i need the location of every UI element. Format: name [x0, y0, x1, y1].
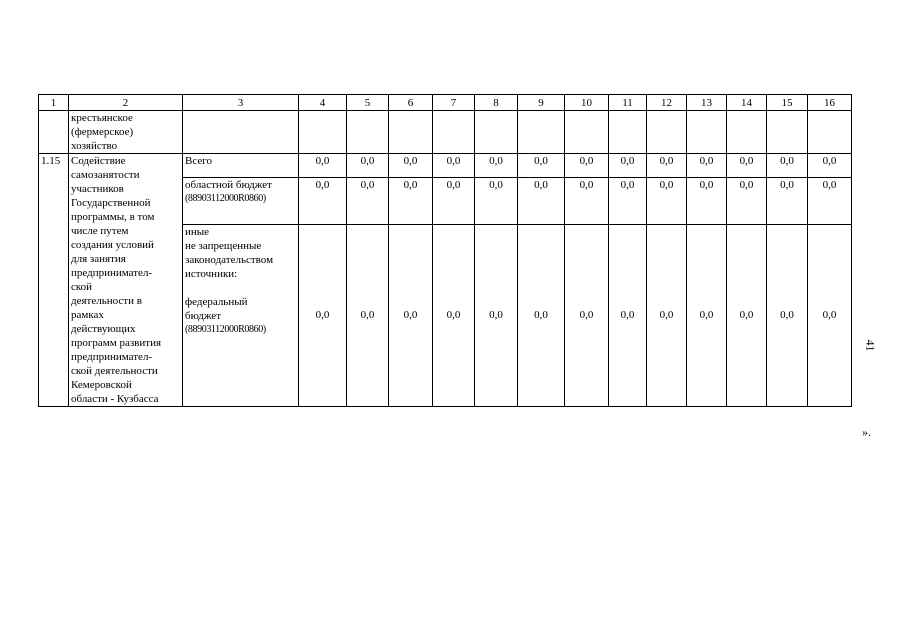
empty-cell: [475, 111, 518, 154]
value-cell: 0,0: [727, 178, 767, 225]
text-line: создания условий: [71, 239, 154, 251]
text-line: федеральный: [185, 295, 248, 308]
value-cell: 0,0: [433, 224, 475, 406]
value-cell: 0,0: [687, 154, 727, 178]
empty-cell: [727, 111, 767, 154]
value-cell: 0,0: [609, 154, 647, 178]
column-number-15: 15: [767, 95, 808, 111]
value-cell: 0,0: [518, 178, 565, 225]
column-number-7: 7: [433, 95, 475, 111]
source-label: областной бюджет: [185, 179, 272, 192]
value-cell: 0,0: [299, 178, 347, 225]
funding-source: [183, 154, 299, 178]
funding-row: [39, 154, 852, 178]
column-number-row: [39, 95, 852, 111]
column-number-11: 11: [609, 95, 647, 111]
value-cell: 0,0: [687, 224, 727, 406]
budget-code: (88903112000R0860): [185, 323, 266, 335]
value-cell: 0,0: [389, 178, 433, 225]
value-cell: 0,0: [767, 224, 808, 406]
value-cell: 0,0: [565, 178, 609, 225]
empty-cell: [647, 111, 687, 154]
item-number: 1.15: [39, 154, 69, 407]
value-cell: 0,0: [767, 178, 808, 225]
continuation-row: [39, 111, 852, 154]
value-cell: 0,0: [808, 154, 852, 178]
text-line: области - Кузбасса: [71, 393, 159, 405]
empty-cell: [389, 111, 433, 154]
budget-code: (88903112000R0860): [185, 193, 266, 205]
text-line: бюджет: [185, 309, 221, 322]
text-line: участников: [71, 183, 124, 195]
text-line: предпринимател-: [71, 267, 153, 279]
value-cell: 0,0: [609, 178, 647, 225]
text-line: хозяйство: [71, 140, 118, 152]
value-cell: 0,0: [565, 224, 609, 406]
text-line: рамках: [71, 309, 104, 321]
column-number-14: 14: [727, 95, 767, 111]
empty-cell: [433, 111, 475, 154]
column-number-1: 1: [39, 95, 69, 111]
text-line: ской деятельности: [71, 365, 158, 377]
column-number-16: 16: [808, 95, 852, 111]
source-label: Всего: [185, 155, 212, 167]
text-line: для занятия: [71, 253, 126, 265]
empty-cell: [609, 111, 647, 154]
value-cell: 0,0: [299, 154, 347, 178]
item-number-cell: [39, 111, 69, 154]
empty-cell: [347, 111, 389, 154]
value-cell: 0,0: [389, 154, 433, 178]
value-cell: 0,0: [475, 178, 518, 225]
column-number-8: 8: [475, 95, 518, 111]
column-number-9: 9: [518, 95, 565, 111]
spacer: [185, 281, 296, 295]
text-line: иные: [185, 225, 210, 238]
closing-quote-mark: ».: [862, 425, 871, 439]
page-number: 41: [863, 339, 878, 352]
text-line: Кемеровской: [71, 379, 132, 391]
column-number-12: 12: [647, 95, 687, 111]
value-cell: 0,0: [727, 154, 767, 178]
value-cell: 0,0: [647, 154, 687, 178]
value-cell: 0,0: [475, 224, 518, 406]
funding-source: [183, 178, 299, 225]
value-cell: 0,0: [687, 178, 727, 225]
budget-table: [38, 94, 852, 407]
column-number-3: 3: [183, 95, 299, 111]
empty-cell: [565, 111, 609, 154]
value-cell: 0,0: [347, 154, 389, 178]
empty-cell: [518, 111, 565, 154]
value-cell: 0,0: [727, 224, 767, 406]
text-line: действующих: [71, 323, 136, 335]
text-line: не запрещенные: [185, 239, 262, 252]
empty-cell: [183, 111, 299, 154]
value-cell: 0,0: [433, 154, 475, 178]
value-cell: 0,0: [808, 224, 852, 406]
value-cell: 0,0: [389, 224, 433, 406]
empty-cell: [687, 111, 727, 154]
funding-source: [183, 224, 299, 406]
text-line: законодательством: [185, 253, 274, 266]
text-line: Содействие: [71, 155, 126, 167]
text-line: самозанятости: [71, 169, 140, 181]
column-number-4: 4: [299, 95, 347, 111]
text-line: Государственной: [71, 197, 151, 209]
empty-cell: [767, 111, 808, 154]
value-cell: 0,0: [609, 224, 647, 406]
value-cell: 0,0: [347, 224, 389, 406]
text-line: деятельности в: [71, 295, 142, 307]
text-line: программы, в том: [71, 211, 155, 223]
empty-cell: [299, 111, 347, 154]
column-number-2: 2: [69, 95, 183, 111]
item-name-cell: [69, 111, 183, 154]
text-line: числе путем: [71, 225, 129, 237]
column-number-13: 13: [687, 95, 727, 111]
column-number-6: 6: [389, 95, 433, 111]
value-cell: 0,0: [808, 178, 852, 225]
value-cell: 0,0: [518, 154, 565, 178]
text-line: (фермерское): [71, 126, 134, 138]
text-line: крестьянское: [71, 112, 133, 124]
column-number-5: 5: [347, 95, 389, 111]
value-cell: 0,0: [299, 224, 347, 406]
value-cell: 0,0: [647, 178, 687, 225]
value-cell: 0,0: [433, 178, 475, 225]
value-cell: 0,0: [347, 178, 389, 225]
text-line: ской: [71, 281, 93, 293]
value-cell: 0,0: [518, 224, 565, 406]
value-cell: 0,0: [475, 154, 518, 178]
value-cell: 0,0: [565, 154, 609, 178]
text-line: программ развития: [71, 337, 162, 349]
text-line: предпринимател-: [71, 351, 153, 363]
text-line: источники:: [185, 267, 238, 280]
item-name: [69, 154, 183, 407]
column-number-10: 10: [565, 95, 609, 111]
empty-cell: [808, 111, 852, 154]
value-cell: 0,0: [647, 224, 687, 406]
value-cell: 0,0: [767, 154, 808, 178]
